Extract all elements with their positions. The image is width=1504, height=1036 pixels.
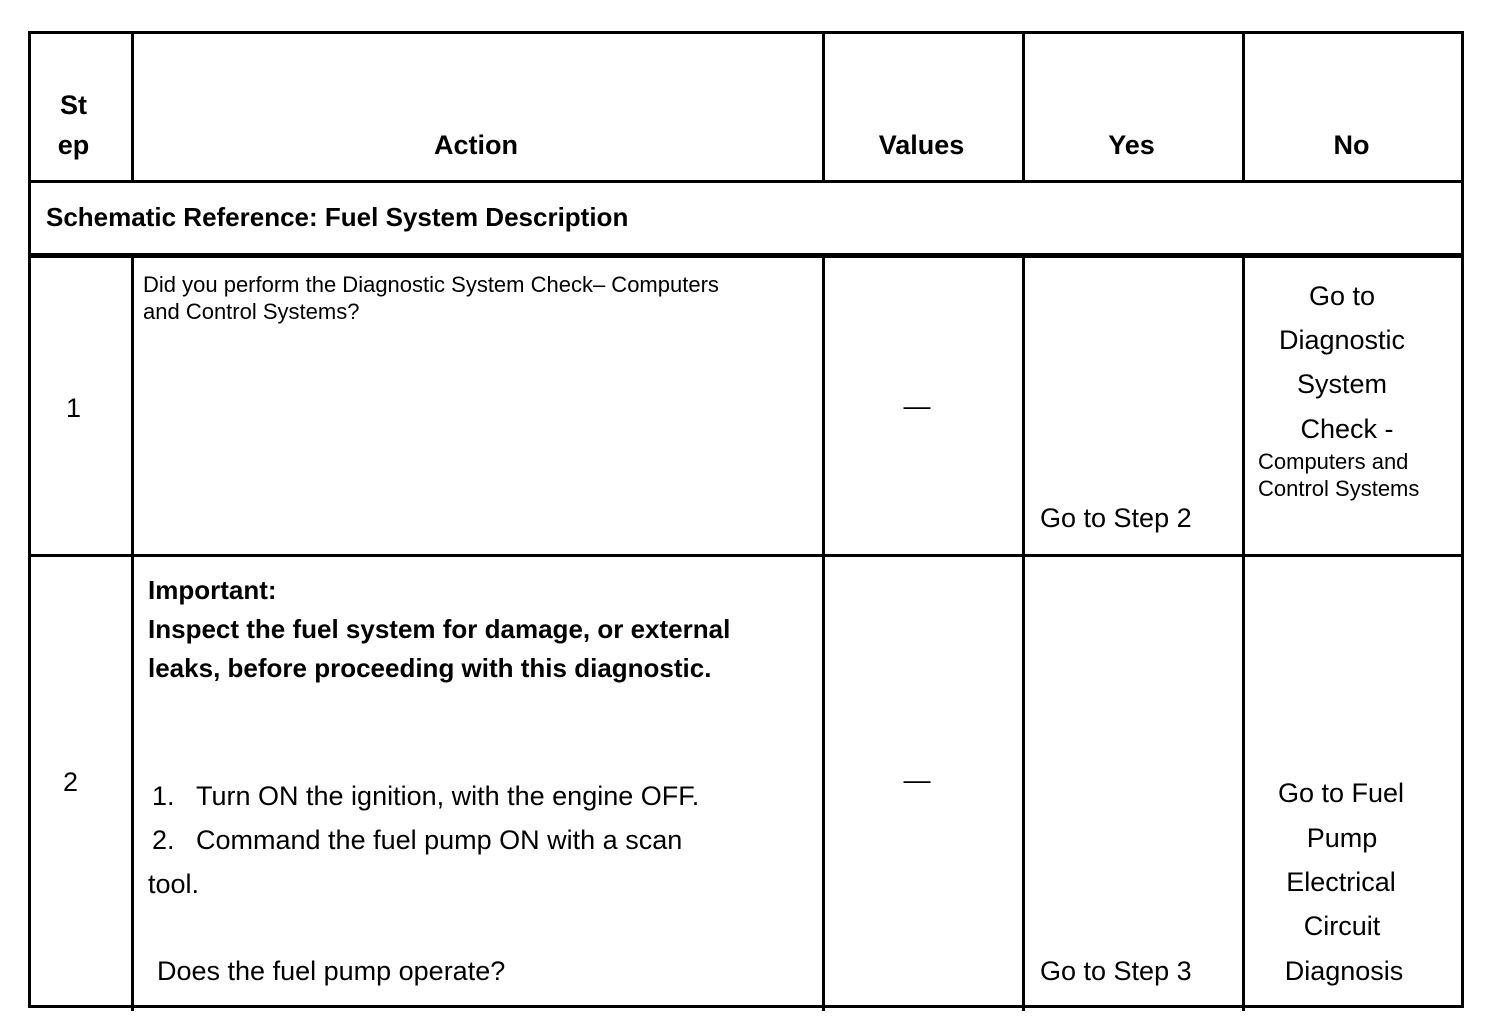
diagnostic-table	[28, 31, 1464, 1008]
row1-no-line4: Check -	[1300, 414, 1394, 444]
header-step-line2: ep	[57, 130, 90, 160]
row1-divider	[31, 554, 1461, 557]
row1-no-small-line1: Computers and	[1258, 449, 1409, 474]
row2-step: 2	[62, 767, 79, 797]
row2-list-text-2: Command the fuel pump ON with a scan	[196, 825, 683, 855]
row2-value: —	[903, 765, 931, 795]
col-divider-action-lower	[822, 256, 825, 1011]
row2-yes: Go to Step 3	[1040, 956, 1192, 986]
col-divider-step-lower	[131, 256, 134, 1011]
row1-yes: Go to Step 2	[1040, 503, 1192, 533]
row1-action-line1: Did you perform the Diagnostic System Check– Computers	[143, 272, 719, 297]
row2-no-line1: Go to Fuel	[1277, 778, 1405, 808]
row2-list-text-1: Turn ON the ignition, with the engine OFF.	[196, 781, 700, 811]
row2-list-num-2: 2.	[152, 825, 175, 855]
header-action: Action	[434, 130, 518, 160]
header-step-line1: St	[60, 90, 87, 120]
row1-no-line3: System	[1296, 369, 1388, 399]
row2-question: Does the fuel pump operate?	[157, 956, 506, 986]
row2-important-line1: Inspect the fuel system for damage, or external	[148, 614, 731, 644]
row1-no-small-line2: Control Systems	[1258, 476, 1420, 501]
row1-no-line1: Go to	[1308, 281, 1376, 311]
col-divider-values-lower	[1022, 256, 1025, 1011]
row1-step: 1	[65, 393, 82, 423]
header-divider	[31, 180, 1461, 183]
row2-important-label: Important:	[148, 575, 277, 605]
schematic-reference: Schematic Reference: Fuel System Description	[46, 202, 629, 232]
row2-no-line3: Electrical	[1286, 867, 1396, 897]
row1-no-line2: Diagnostic	[1278, 325, 1406, 355]
row1-action-line2: and Control Systems?	[143, 299, 360, 324]
schematic-divider	[31, 253, 1461, 258]
row2-no-line5: Diagnosis	[1284, 956, 1404, 986]
row2-important-line2: leaks, before proceeding with this diagnostic.	[148, 653, 712, 683]
header-no: No	[1333, 130, 1370, 160]
row2-list-num-1: 1.	[152, 781, 175, 811]
row2-no-line4: Circuit	[1303, 911, 1381, 941]
header-yes: Yes	[1108, 130, 1155, 160]
row2-no-line2: Pump	[1306, 823, 1378, 853]
row2-list-continuation: tool.	[148, 869, 200, 899]
row1-value: —	[903, 391, 931, 421]
header-values: Values	[878, 130, 965, 160]
